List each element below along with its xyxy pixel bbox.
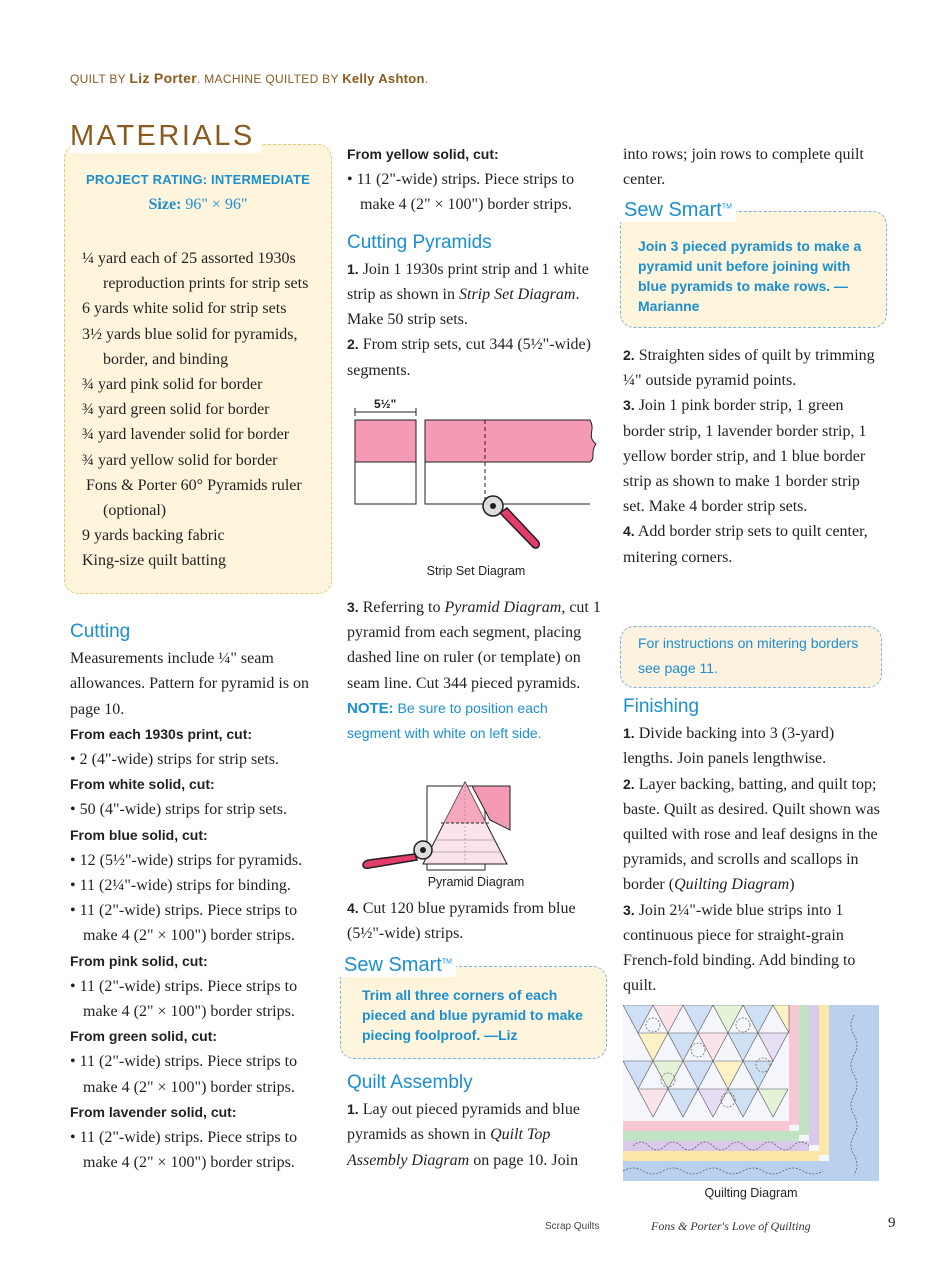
step-4: 4. Cut 120 blue pyramids from blue (5½"-wide) strips. bbox=[347, 900, 576, 943]
materials-item: 3½ yards blue solid for pyramids, border, and binding bbox=[82, 325, 298, 368]
cut-bullet: • 50 (4"-wide) strips for strip sets. bbox=[70, 801, 287, 819]
column-two-top bbox=[347, 142, 605, 383]
cut-bullet: • 11 (2"-wide) strips. Piece strips to make 4 (2" × 100") border strips. bbox=[70, 1053, 298, 1096]
materials-item: ¾ yard yellow solid for border bbox=[82, 451, 278, 469]
assembly-step-3: 3. Join 1 pink border strip, 1 green border strip, 1 lavender border strip, 1 yellow border strip, and 1 blue border strip as shown to make 1 border strip set. Make 4 border strip sets. bbox=[623, 397, 867, 516]
column-three-steps bbox=[623, 343, 885, 570]
pyramid-caption: Pyramid Diagram bbox=[427, 875, 525, 889]
materials-item: ¾ yard green solid for border bbox=[82, 401, 270, 419]
border-green bbox=[623, 1131, 799, 1141]
assembly-continued: into rows; join rows to complete quilt center. bbox=[623, 146, 864, 189]
project-rating: PROJECT RATING: INTERMEDIATE bbox=[86, 172, 310, 187]
quilt-assembly-section bbox=[347, 1070, 605, 1173]
step-1: 1. Join 1 1930s print strip and 1 white strip as shown in Strip Set Diagram. Make 50 strip sets. bbox=[347, 260, 589, 329]
cut-bullet: • 11 (2"-wide) strips. Piece strips to make 4 (2" × 100") border strips. bbox=[347, 171, 575, 214]
cut-bullet: • 11 (2"-wide) strips. Piece strips to make 4 (2" × 100") border strips. bbox=[70, 1129, 298, 1172]
rotary-cutter-icon bbox=[363, 841, 432, 868]
step-2: 2. From strip sets, cut 344 (5½"-wide) segments. bbox=[347, 336, 591, 379]
quilt-assembly-title: Quilt Assembly bbox=[347, 1072, 473, 1093]
border-yellow bbox=[819, 1005, 829, 1155]
mitering-reference: For instructions on mitering borders see page 11. bbox=[638, 635, 859, 676]
strip-white bbox=[425, 462, 590, 504]
quilt-size: Size: 96" × 96" bbox=[148, 196, 248, 213]
strip-set-diagram bbox=[350, 408, 600, 558]
assembly-step-2: 2. Straighten sides of quilt by trimming ¼" outside pyramid points. bbox=[623, 347, 875, 390]
page-number: 9 bbox=[888, 1215, 896, 1231]
cutting-title: Cutting bbox=[70, 621, 131, 642]
materials-item: ¼ yard each of 25 assorted 1930s reproduction prints for strip sets bbox=[82, 250, 309, 293]
cut-bullet: • 11 (2"-wide) strips. Piece strips to make 4 (2" × 100") border strips. bbox=[70, 977, 298, 1021]
sew-smart-tip: Join 3 pieced pyramids to make a pyramid unit before joining with blue pyramids to make rows. —Marianne bbox=[638, 238, 862, 314]
cut-bullet: • 12 (5½"-wide) strips for pyramids. bbox=[70, 851, 303, 869]
materials-item: King-size quilt batting bbox=[82, 552, 226, 570]
cut-bullet: • 11 (2¼"-wide) strips for binding. bbox=[70, 877, 291, 895]
footer-book-title: Fons & Porter's Love of Quilting bbox=[651, 1219, 811, 1233]
assembly-step-4: 4. Add border strip sets to quilt center, mitering corners. bbox=[623, 523, 868, 566]
border-pink bbox=[623, 1121, 789, 1131]
cut-bullet: • 2 (4"-wide) strips for strip sets. bbox=[70, 751, 279, 769]
border-yellow bbox=[623, 1151, 819, 1161]
border-green bbox=[799, 1005, 809, 1135]
cut-heading: From yellow solid, cut: bbox=[347, 146, 499, 162]
strip-print bbox=[425, 420, 596, 462]
border-lavender bbox=[623, 1141, 809, 1151]
step-3: 3. Referring to Pyramid Diagram, cut 1 pyramid from each segment, placing dashed line on ruler (or template) on seam line. Cut 344 pieced pyramids. bbox=[347, 599, 601, 692]
sew-smart-title: Sew Smart™ bbox=[620, 199, 736, 222]
cut-bullet: • 11 (2"-wide) strips. Piece strips to make 4 (2" × 100") border strips. bbox=[70, 902, 298, 945]
segment-print bbox=[355, 420, 416, 462]
border-pink bbox=[789, 1005, 799, 1125]
quilting-diagram bbox=[623, 1005, 879, 1181]
cutting-section bbox=[70, 619, 332, 1175]
strip-set-caption: Strip Set Diagram bbox=[426, 564, 526, 578]
note: NOTE: Be sure to position each segment with white on left side. bbox=[347, 699, 548, 742]
materials-item: 6 yards white solid for strip sets bbox=[82, 300, 287, 318]
quilting-caption: Quilting Diagram bbox=[704, 1186, 798, 1200]
cut-heading: From each 1930s print, cut: bbox=[70, 725, 253, 742]
pyramid-diagram bbox=[355, 780, 535, 872]
cut-heading: From pink solid, cut: bbox=[70, 952, 208, 969]
column-two-mid bbox=[347, 595, 605, 746]
sew-smart-tip: Trim all three corners of each pieced and blue pyramid to make piecing foolproof. —Liz bbox=[362, 987, 583, 1043]
cutting-pyramids-title: Cutting Pyramids bbox=[347, 231, 492, 253]
finishing-step-1: 1. Divide backing into 3 (3-yard) lengths. Join panels lengthwise. bbox=[623, 725, 835, 768]
finishing-step-2: 2. Layer backing, batting, and quilt top; baste. Quilt as desired. Quilt shown was quilted with rose and leaf designs in the pyramids, and scrolls and scallops in border (Quilting Diagram) bbox=[623, 775, 880, 894]
finishing-section bbox=[623, 694, 885, 998]
finishing-step-3: 3. Join 2¼"-wide blue strips into 1 continuous piece for straight-grain French-fold binding. Add binding to quilt. bbox=[623, 901, 856, 995]
materials-item: ¾ yard pink solid for border bbox=[82, 376, 263, 394]
cut-heading: From green solid, cut: bbox=[70, 1028, 218, 1045]
assembly-step-1: 1. Lay out pieced pyramids and blue pyramids as shown in Quilt Top Assembly Diagram on page 10. Join bbox=[347, 1101, 580, 1169]
materials-item: Fons & Porter 60° Pyramids ruler (optional) bbox=[82, 476, 306, 520]
footer-section: Scrap Quilts bbox=[545, 1221, 600, 1232]
border-blue bbox=[623, 1161, 829, 1181]
materials-item: 9 yards backing fabric bbox=[82, 527, 225, 545]
border-lavender bbox=[809, 1005, 819, 1145]
cut-heading: From white solid, cut: bbox=[70, 776, 215, 793]
quilt-credits: QUILT BY Liz Porter. MACHINE QUILTED BY Kelly Ashton. bbox=[70, 70, 429, 86]
cut-heading: From lavender solid, cut: bbox=[70, 1103, 237, 1120]
strip-dimension-label: 5½" bbox=[374, 397, 397, 411]
segment-white bbox=[355, 462, 416, 504]
materials-list bbox=[82, 246, 332, 574]
cut-heading: From blue solid, cut: bbox=[70, 826, 208, 843]
finishing-title: Finishing bbox=[623, 696, 700, 717]
materials-item: ¾ yard lavender solid for border bbox=[82, 426, 290, 444]
cutting-intro: Measurements include ¼" seam allowances. Pattern for pyramid is on page 10. bbox=[70, 650, 310, 718]
sew-smart-title: Sew Smart™ bbox=[340, 954, 456, 977]
materials-title: MATERIALS bbox=[70, 120, 261, 153]
